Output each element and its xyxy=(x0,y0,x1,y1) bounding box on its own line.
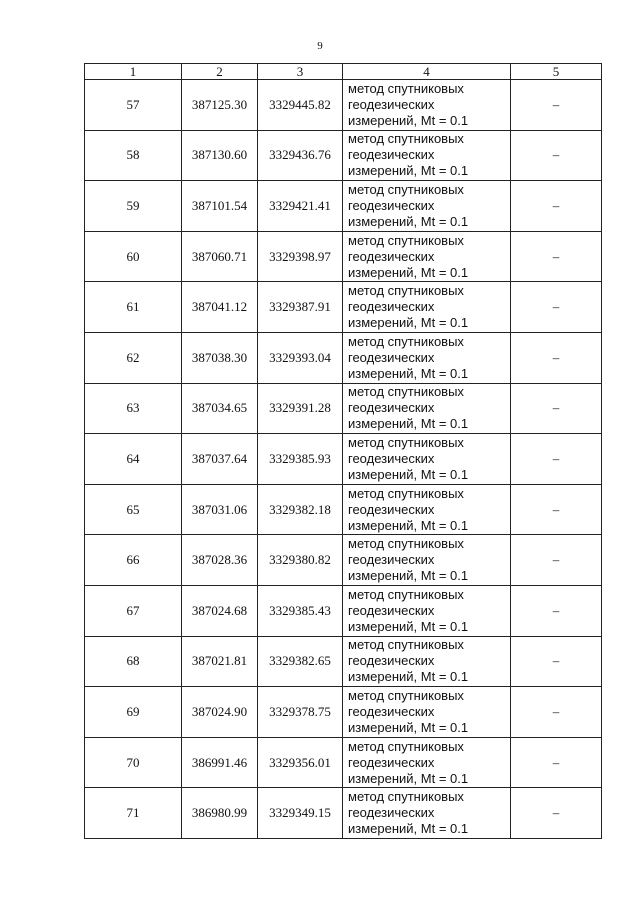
x-coordinate-cell: 387101.54 xyxy=(182,181,258,232)
point-number-cell: 66 xyxy=(85,535,182,586)
y-coordinate-cell: 3329382.65 xyxy=(258,636,343,687)
method-line: метод спутниковых xyxy=(348,232,464,248)
y-coordinate-cell: 3329380.82 xyxy=(258,535,343,586)
y-coordinate-cell: 3329391.28 xyxy=(258,383,343,434)
method-line: измерений, Mt = 0.1 xyxy=(348,669,469,685)
note-cell: – xyxy=(511,332,602,383)
note-cell: – xyxy=(511,737,602,788)
method-line: измерений, Mt = 0.1 xyxy=(348,517,469,533)
method-line: метод спутниковых xyxy=(348,485,464,501)
x-coordinate-cell: 387034.65 xyxy=(182,383,258,434)
method-cell xyxy=(343,687,511,738)
method-line: геодезических xyxy=(348,602,435,618)
column-header-5: 5 xyxy=(511,64,602,80)
x-coordinate-cell: 387024.90 xyxy=(182,687,258,738)
method-line: геодезических xyxy=(348,450,435,466)
method-line: геодезических xyxy=(348,400,435,416)
method-line: метод спутниковых xyxy=(348,789,464,805)
table-row xyxy=(85,636,602,687)
method-line: измерений, Mt = 0.1 xyxy=(348,112,469,128)
method-line: измерений, Mt = 0.1 xyxy=(348,315,469,331)
method-cell xyxy=(343,231,511,282)
method-line: измерений, Mt = 0.1 xyxy=(348,213,469,229)
note-cell: – xyxy=(511,181,602,232)
y-coordinate-cell: 3329356.01 xyxy=(258,737,343,788)
method-line: геодезических xyxy=(348,248,435,264)
point-number-cell: 71 xyxy=(85,788,182,839)
point-number-cell: 63 xyxy=(85,383,182,434)
method-line: метод спутниковых xyxy=(348,536,464,552)
table-row xyxy=(85,130,602,181)
table-row xyxy=(85,332,602,383)
point-number-cell: 58 xyxy=(85,130,182,181)
page-number: 9 xyxy=(317,40,323,52)
method-line: геодезических xyxy=(348,96,435,112)
y-coordinate-cell: 3329398.97 xyxy=(258,231,343,282)
method-line: геодезических xyxy=(348,653,435,669)
column-header-1: 1 xyxy=(85,64,182,80)
y-coordinate-cell: 3329385.43 xyxy=(258,585,343,636)
method-cell xyxy=(343,282,511,333)
table-row xyxy=(85,687,602,738)
x-coordinate-cell: 387031.06 xyxy=(182,484,258,535)
table-row xyxy=(85,535,602,586)
method-line: метод спутниковых xyxy=(348,586,464,602)
note-cell: – xyxy=(511,80,602,131)
note-cell: – xyxy=(511,130,602,181)
method-line: метод спутниковых xyxy=(348,738,464,754)
point-number-cell: 64 xyxy=(85,434,182,485)
table-row xyxy=(85,434,602,485)
method-line: измерений, Mt = 0.1 xyxy=(348,568,469,584)
y-coordinate-cell: 3329436.76 xyxy=(258,130,343,181)
point-number-cell: 65 xyxy=(85,484,182,535)
table-row xyxy=(85,80,602,131)
table-body xyxy=(85,80,602,839)
note-cell: – xyxy=(511,434,602,485)
column-header-3: 3 xyxy=(258,64,343,80)
method-cell xyxy=(343,484,511,535)
x-coordinate-cell: 387037.64 xyxy=(182,434,258,485)
y-coordinate-cell: 3329445.82 xyxy=(258,80,343,131)
column-header-4: 4 xyxy=(343,64,511,80)
method-line: измерений, Mt = 0.1 xyxy=(348,416,469,432)
x-coordinate-cell: 387028.36 xyxy=(182,535,258,586)
method-line: геодезических xyxy=(348,147,435,163)
method-line: геодезических xyxy=(348,349,435,365)
method-line: метод спутниковых xyxy=(348,434,464,450)
method-line: измерений, Mt = 0.1 xyxy=(348,466,469,482)
y-coordinate-cell: 3329349.15 xyxy=(258,788,343,839)
method-cell xyxy=(343,181,511,232)
table-row xyxy=(85,231,602,282)
method-cell xyxy=(343,130,511,181)
note-cell: – xyxy=(511,788,602,839)
y-coordinate-cell: 3329378.75 xyxy=(258,687,343,738)
table-header xyxy=(85,64,602,80)
x-coordinate-cell: 387021.81 xyxy=(182,636,258,687)
table-row xyxy=(85,282,602,333)
point-number-cell: 59 xyxy=(85,181,182,232)
table-row xyxy=(85,181,602,232)
method-line: измерений, Mt = 0.1 xyxy=(348,264,469,280)
note-cell: – xyxy=(511,282,602,333)
x-coordinate-cell: 387024.68 xyxy=(182,585,258,636)
method-line: метод спутниковых xyxy=(348,637,464,653)
x-coordinate-cell: 386980.99 xyxy=(182,788,258,839)
note-cell: – xyxy=(511,231,602,282)
table-row xyxy=(85,585,602,636)
note-cell: – xyxy=(511,535,602,586)
y-coordinate-cell: 3329393.04 xyxy=(258,332,343,383)
x-coordinate-cell: 386991.46 xyxy=(182,737,258,788)
method-line: метод спутниковых xyxy=(348,687,464,703)
y-coordinate-cell: 3329421.41 xyxy=(258,181,343,232)
note-cell: – xyxy=(511,636,602,687)
method-cell xyxy=(343,332,511,383)
table-row xyxy=(85,737,602,788)
note-cell: – xyxy=(511,383,602,434)
table-row xyxy=(85,484,602,535)
method-line: измерений, Mt = 0.1 xyxy=(348,821,469,837)
point-number-cell: 68 xyxy=(85,636,182,687)
method-cell xyxy=(343,636,511,687)
method-cell xyxy=(343,80,511,131)
y-coordinate-cell: 3329382.18 xyxy=(258,484,343,535)
method-line: метод спутниковых xyxy=(348,384,464,400)
note-cell: – xyxy=(511,484,602,535)
point-number-cell: 61 xyxy=(85,282,182,333)
header-row xyxy=(85,64,602,80)
method-line: измерений, Mt = 0.1 xyxy=(348,770,469,786)
point-number-cell: 67 xyxy=(85,585,182,636)
method-line: геодезических xyxy=(348,299,435,315)
method-line: геодезических xyxy=(348,805,435,821)
method-line: геодезических xyxy=(348,197,435,213)
note-cell: – xyxy=(511,687,602,738)
x-coordinate-cell: 387130.60 xyxy=(182,130,258,181)
point-number-cell: 70 xyxy=(85,737,182,788)
method-line: геодезических xyxy=(348,754,435,770)
x-coordinate-cell: 387125.30 xyxy=(182,80,258,131)
method-line: метод спутниковых xyxy=(348,181,464,197)
method-cell xyxy=(343,788,511,839)
method-line: геодезических xyxy=(348,703,435,719)
method-line: геодезических xyxy=(348,552,435,568)
method-cell xyxy=(343,383,511,434)
method-line: измерений, Mt = 0.1 xyxy=(348,719,469,735)
coordinates-table xyxy=(84,63,602,839)
point-number-cell: 57 xyxy=(85,80,182,131)
method-cell xyxy=(343,585,511,636)
method-cell xyxy=(343,737,511,788)
method-line: измерений, Mt = 0.1 xyxy=(348,365,469,381)
method-line: измерений, Mt = 0.1 xyxy=(348,163,469,179)
method-line: метод спутниковых xyxy=(348,131,464,147)
x-coordinate-cell: 387038.30 xyxy=(182,332,258,383)
method-line: метод спутниковых xyxy=(348,283,464,299)
y-coordinate-cell: 3329387.91 xyxy=(258,282,343,333)
method-cell xyxy=(343,434,511,485)
point-number-cell: 69 xyxy=(85,687,182,738)
point-number-cell: 60 xyxy=(85,231,182,282)
x-coordinate-cell: 387041.12 xyxy=(182,282,258,333)
point-number-cell: 62 xyxy=(85,332,182,383)
method-line: метод спутниковых xyxy=(348,333,464,349)
table-row xyxy=(85,383,602,434)
method-line: геодезических xyxy=(348,501,435,517)
method-cell xyxy=(343,535,511,586)
table-row xyxy=(85,788,602,839)
y-coordinate-cell: 3329385.93 xyxy=(258,434,343,485)
method-line: измерений, Mt = 0.1 xyxy=(348,618,469,634)
note-cell: – xyxy=(511,585,602,636)
column-header-2: 2 xyxy=(182,64,258,80)
method-line: метод спутниковых xyxy=(348,80,464,96)
x-coordinate-cell: 387060.71 xyxy=(182,231,258,282)
